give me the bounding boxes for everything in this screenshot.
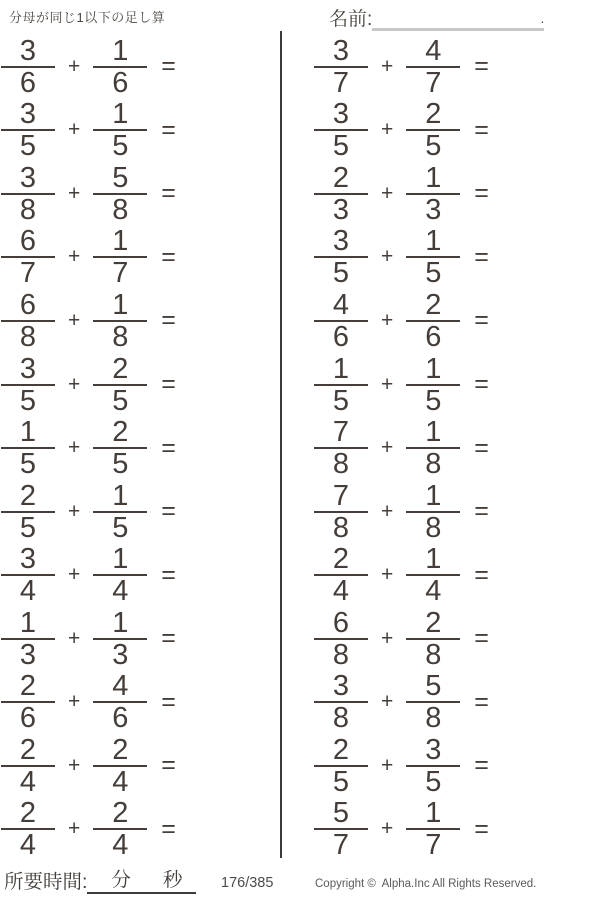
numerator: 1: [406, 800, 460, 830]
problem-row: [314, 798, 489, 862]
minutes-label: 分: [111, 869, 131, 891]
plus-sign: +: [381, 245, 394, 269]
numerator: 1: [406, 483, 460, 513]
equals-sign: =: [161, 306, 176, 335]
numerator: 2: [93, 419, 147, 449]
fraction-first: [1, 797, 55, 862]
numerator: 3: [314, 673, 368, 703]
fraction-second: [406, 225, 460, 290]
denominator: 5: [332, 130, 350, 163]
equals-sign: =: [161, 751, 176, 780]
numerator: 1: [406, 356, 460, 386]
numerator: 7: [314, 483, 368, 513]
problem-row: [314, 226, 489, 290]
plus-sign: +: [381, 563, 394, 587]
equals-sign: =: [161, 560, 176, 589]
denominator: 6: [112, 66, 129, 99]
denominator: 5: [19, 130, 37, 163]
fraction-second: [93, 543, 147, 608]
problem-row: [1, 480, 176, 544]
denominator: 5: [19, 384, 37, 417]
numerator: 2: [93, 356, 147, 386]
denominator: 7: [425, 66, 442, 99]
fraction-first: [1, 670, 55, 735]
equals-sign: =: [161, 179, 176, 208]
plus-sign: +: [381, 499, 394, 523]
denominator: 8: [19, 193, 37, 226]
fraction-first: [1, 543, 55, 608]
denominator: 5: [425, 130, 442, 163]
fraction-second: [93, 352, 147, 417]
numerator: 1: [93, 228, 147, 258]
fraction-first: [314, 352, 368, 417]
denominator: 6: [425, 320, 442, 353]
numerator: 3: [1, 38, 55, 68]
numerator: 6: [1, 292, 55, 322]
fraction-first: [1, 606, 55, 671]
numerator: 1: [406, 419, 460, 449]
plus-sign: +: [68, 308, 81, 332]
fraction-first: [314, 543, 368, 608]
problem-row: [314, 162, 489, 226]
plus-sign: +: [68, 626, 81, 650]
plus-sign: +: [68, 372, 81, 396]
fraction-second: [406, 479, 460, 544]
equals-sign: =: [161, 370, 176, 398]
fraction-first: [314, 34, 368, 99]
denominator: 3: [112, 638, 129, 671]
plus-sign: +: [381, 626, 394, 650]
fraction-first: [1, 416, 55, 481]
denominator: 8: [332, 702, 350, 735]
numerator: 2: [406, 610, 460, 640]
fraction-first: [1, 161, 55, 226]
denominator: 5: [425, 257, 442, 290]
worksheet-title: 分母が同じ1以下の足し算: [9, 10, 166, 25]
numerator: 2: [314, 546, 368, 576]
fraction-second: [93, 733, 147, 798]
plus-sign: +: [381, 308, 394, 332]
seconds-label: 秒: [162, 869, 183, 891]
fraction-second: [406, 797, 460, 862]
problem-row: [1, 353, 176, 417]
problem-row: [1, 99, 176, 163]
fraction-first: [1, 352, 55, 417]
numerator: 3: [314, 101, 368, 131]
time-required-label: 所要時間:: [4, 871, 88, 893]
fraction-first: [314, 670, 368, 735]
denominator: 7: [332, 66, 350, 99]
denominator: 4: [112, 829, 129, 862]
denominator: 7: [425, 829, 442, 862]
plus-sign: +: [381, 372, 394, 396]
fraction-first: [314, 733, 368, 798]
fraction-second: [406, 606, 460, 671]
equals-sign: =: [474, 242, 489, 271]
fraction-second: [406, 98, 460, 163]
denominator: 6: [19, 702, 37, 735]
plus-sign: +: [381, 753, 394, 777]
denominator: 5: [112, 384, 129, 417]
equals-sign: =: [161, 433, 176, 462]
plus-sign: +: [381, 690, 394, 714]
fraction-second: [93, 288, 147, 353]
plus-sign: +: [68, 181, 81, 205]
numerator: 1: [406, 165, 460, 195]
numerator: 1: [93, 483, 147, 513]
fraction-second: [93, 98, 147, 163]
fraction-second: [93, 225, 147, 290]
fraction-first: [314, 288, 368, 353]
fraction-first: [1, 225, 55, 290]
fraction-second: [406, 543, 460, 608]
numerator: 3: [1, 165, 55, 195]
plus-sign: +: [68, 563, 81, 587]
fraction-first: [314, 416, 368, 481]
equals-sign: =: [474, 687, 489, 716]
numerator: 6: [1, 228, 55, 258]
denominator: 8: [112, 320, 129, 353]
problem-row: [314, 670, 489, 734]
fraction-second: [93, 416, 147, 481]
numerator: 4: [314, 292, 368, 322]
numerator: 3: [1, 546, 55, 576]
equals-sign: =: [474, 751, 489, 780]
problem-row: [314, 353, 489, 417]
name-label: 名前:: [329, 9, 373, 30]
equals-sign: =: [161, 497, 176, 526]
fraction-second: [406, 34, 460, 99]
denominator: 6: [19, 66, 37, 99]
problem-row: [1, 416, 176, 480]
denominator: 5: [112, 448, 129, 481]
fraction-second: [93, 479, 147, 544]
equals-sign: =: [474, 497, 489, 526]
numerator: 1: [1, 610, 55, 640]
denominator: 4: [425, 575, 442, 608]
equals-sign: =: [474, 433, 489, 462]
fraction-second: [406, 161, 460, 226]
problem-row: [314, 734, 489, 798]
denominator: 7: [332, 829, 350, 862]
fraction-second: [93, 161, 147, 226]
name-line-period: .: [540, 11, 545, 26]
fraction-first: [1, 98, 55, 163]
equals-sign: =: [161, 687, 176, 716]
numerator: 6: [314, 610, 368, 640]
problem-row: [314, 480, 489, 544]
denominator: 5: [112, 130, 129, 163]
plus-sign: +: [381, 817, 394, 841]
equals-sign: =: [161, 115, 176, 144]
fraction-second: [406, 416, 460, 481]
denominator: 4: [19, 829, 37, 862]
denominator: 8: [19, 320, 37, 353]
numerator: 1: [93, 292, 147, 322]
fraction-second: [93, 34, 147, 99]
problems-column-left: [1, 35, 176, 861]
equals-sign: =: [474, 814, 489, 843]
denominator: 4: [19, 765, 37, 798]
plus-sign: +: [68, 690, 81, 714]
time-required-field: [4, 866, 196, 894]
problem-row: [1, 607, 176, 671]
equals-sign: =: [474, 306, 489, 335]
fraction-second: [406, 352, 460, 417]
fraction-first: [314, 225, 368, 290]
fraction-first: [314, 98, 368, 163]
equals-sign: =: [474, 370, 489, 398]
time-fill-line: [87, 869, 196, 894]
fraction-second: [93, 797, 147, 862]
page-number: 176/385: [221, 875, 274, 891]
denominator: 5: [425, 765, 442, 798]
problem-row: [314, 289, 489, 353]
denominator: 4: [19, 575, 37, 608]
denominator: 4: [332, 575, 350, 608]
equals-sign: =: [161, 814, 176, 843]
fraction-second: [406, 288, 460, 353]
plus-sign: +: [68, 245, 81, 269]
plus-sign: +: [68, 54, 81, 78]
numerator: 2: [314, 165, 368, 195]
problem-row: [314, 607, 489, 671]
denominator: 8: [332, 511, 350, 544]
fraction-second: [93, 670, 147, 735]
numerator: 1: [93, 610, 147, 640]
problem-row: [1, 226, 176, 290]
fraction-first: [1, 479, 55, 544]
numerator: 4: [93, 673, 147, 703]
fraction-second: [406, 733, 460, 798]
fraction-first: [314, 606, 368, 671]
denominator: 4: [112, 765, 129, 798]
denominator: 5: [332, 384, 350, 417]
denominator: 8: [425, 638, 442, 671]
numerator: 3: [1, 101, 55, 131]
numerator: 2: [1, 800, 55, 830]
denominator: 8: [332, 448, 350, 481]
equals-sign: =: [474, 52, 489, 81]
numerator: 2: [314, 737, 368, 767]
equals-sign: =: [474, 115, 489, 144]
numerator: 1: [93, 38, 147, 68]
fraction-first: [314, 479, 368, 544]
name-input-line: [372, 9, 544, 31]
denominator: 6: [332, 320, 350, 353]
numerator: 5: [406, 673, 460, 703]
fraction-first: [1, 34, 55, 99]
problem-row: [314, 543, 489, 607]
equals-sign: =: [474, 624, 489, 653]
fraction-first: [314, 797, 368, 862]
denominator: 5: [332, 257, 350, 290]
denominator: 5: [425, 384, 442, 417]
numerator: 2: [1, 673, 55, 703]
plus-sign: +: [68, 118, 81, 142]
denominator: 8: [425, 702, 442, 735]
numerator: 3: [314, 38, 368, 68]
denominator: 6: [112, 702, 129, 735]
column-divider-line: [280, 31, 282, 858]
equals-sign: =: [161, 624, 176, 653]
numerator: 5: [314, 800, 368, 830]
numerator: 2: [1, 483, 55, 513]
plus-sign: +: [68, 817, 81, 841]
numerator: 2: [406, 292, 460, 322]
problem-row: [1, 670, 176, 734]
numerator: 4: [406, 38, 460, 68]
problem-row: [1, 798, 176, 862]
denominator: 4: [112, 575, 129, 608]
fraction-second: [93, 606, 147, 671]
numerator: 1: [406, 546, 460, 576]
plus-sign: +: [381, 436, 394, 460]
numerator: 7: [314, 419, 368, 449]
plus-sign: +: [381, 181, 394, 205]
plus-sign: +: [381, 118, 394, 142]
plus-sign: +: [68, 436, 81, 460]
problem-row: [1, 734, 176, 798]
denominator: 5: [332, 765, 350, 798]
numerator: 2: [406, 101, 460, 131]
problem-row: [1, 543, 176, 607]
problem-row: [1, 162, 176, 226]
numerator: 1: [1, 419, 55, 449]
denominator: 7: [112, 257, 129, 290]
numerator: 2: [93, 737, 147, 767]
problem-row: [314, 99, 489, 163]
fraction-first: [314, 161, 368, 226]
denominator: 8: [112, 193, 129, 226]
equals-sign: =: [474, 560, 489, 589]
fraction-first: [1, 733, 55, 798]
denominator: 7: [19, 257, 37, 290]
numerator: 2: [1, 737, 55, 767]
fraction-second: [406, 670, 460, 735]
problem-row: [1, 35, 176, 99]
numerator: 1: [93, 546, 147, 576]
equals-sign: =: [474, 179, 489, 208]
plus-sign: +: [68, 753, 81, 777]
denominator: 5: [112, 511, 129, 544]
name-field: [329, 4, 544, 31]
plus-sign: +: [381, 54, 394, 78]
denominator: 5: [19, 448, 37, 481]
denominator: 3: [425, 193, 442, 226]
denominator: 8: [425, 448, 442, 481]
problems-column-right: [314, 35, 489, 861]
numerator: 1: [314, 356, 368, 386]
equals-sign: =: [161, 52, 176, 81]
denominator: 5: [19, 511, 37, 544]
problem-row: [314, 416, 489, 480]
equals-sign: =: [161, 242, 176, 271]
numerator: 3: [314, 228, 368, 258]
copyright-notice: Copyright © Alpha.Inc All Rights Reserved.: [315, 878, 537, 890]
numerator: 1: [93, 101, 147, 131]
denominator: 3: [19, 638, 37, 671]
numerator: 1: [406, 228, 460, 258]
numerator: 3: [1, 356, 55, 386]
problem-row: [1, 289, 176, 353]
problem-row: [314, 35, 489, 99]
denominator: 8: [425, 511, 442, 544]
fraction-first: [1, 288, 55, 353]
numerator: 5: [93, 165, 147, 195]
numerator: 2: [93, 800, 147, 830]
numerator: 3: [406, 737, 460, 767]
denominator: 3: [332, 193, 350, 226]
plus-sign: +: [68, 499, 81, 523]
denominator: 8: [332, 638, 350, 671]
